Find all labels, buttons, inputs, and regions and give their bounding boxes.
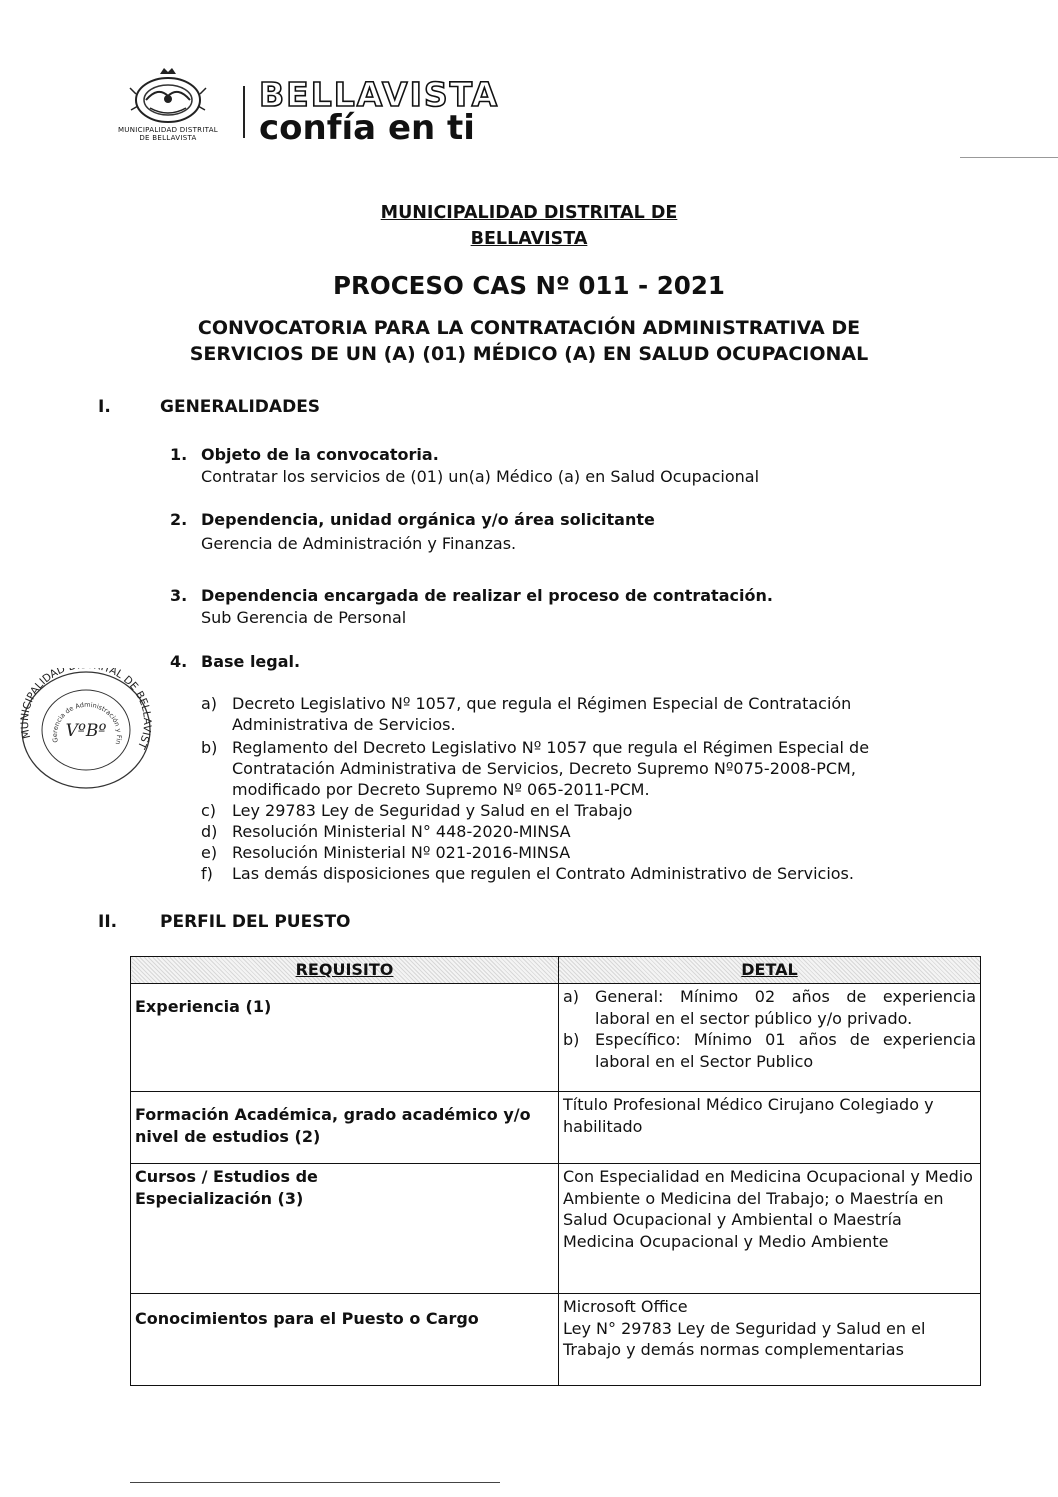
- item-2-body: Gerencia de Administración y Finanzas.: [201, 534, 517, 553]
- seal-caption: [98, 126, 238, 142]
- legal-letter: e): [201, 843, 218, 862]
- legal-letter: c): [201, 801, 217, 820]
- seal-caption-line-2: DE BELLAVISTA: [139, 134, 197, 142]
- item-4-title: Base legal.: [201, 652, 301, 671]
- detail-list-letter: a): [563, 987, 580, 1006]
- detail-list-letter: b): [563, 1030, 580, 1049]
- item-1-title: Objeto de la convocatoria.: [201, 445, 439, 464]
- svg-text:VºBº: VºBº: [65, 721, 107, 741]
- legal-line: Ley 29783 Ley de Seguridad y Salud en el Trabajo: [232, 801, 633, 820]
- legal-item-b: [201, 737, 961, 800]
- requisito-cell: Formación Académica, grado académico y/o nivel de estudios (2): [131, 1092, 559, 1164]
- approval-stamp: [16, 668, 156, 790]
- seal-caption-line-1: MUNICIPALIDAD DISTRITAL: [117, 126, 219, 134]
- detail-cell: [559, 1294, 981, 1386]
- footer-rule: [130, 1482, 500, 1483]
- column-header: DETAL: [559, 957, 981, 984]
- item-3-body: Sub Gerencia de Personal: [201, 608, 407, 627]
- item-3-title: Dependencia encargada de realizar el proceso de contratación.: [201, 586, 773, 605]
- legal-item-a: [201, 693, 961, 735]
- convocatoria-line-1: CONVOCATORIA PARA LA CONTRATACIÓN ADMINISTRATIVA DE: [197, 317, 861, 339]
- legal-line: Resolución Ministerial Nº 021-2016-MINSA: [232, 843, 571, 862]
- legal-line: modificado por Decreto Supremo Nº 065-2011-PCM.: [232, 780, 650, 799]
- legal-line: Resolución Ministerial N° 448-2020-MINSA: [232, 822, 571, 841]
- legal-item-d: [201, 821, 961, 842]
- table-row: [131, 984, 981, 1092]
- legal-letter: f): [201, 864, 213, 883]
- item-1-body: Contratar los servicios de (01) un(a) Médico (a) en Salud Ocupacional: [201, 467, 760, 486]
- legal-item-e: [201, 842, 961, 863]
- legal-line: Decreto Legislativo Nº 1057, que regula el Régimen Especial de Contratación: [232, 694, 852, 713]
- requisito-cell: Experiencia (1): [131, 984, 559, 1092]
- brand-slogan: confía en ti: [259, 108, 475, 148]
- table-header-row: [131, 957, 981, 984]
- legal-line: Las demás disposiciones que regulen el Contrato Administrativo de Servicios.: [232, 864, 854, 883]
- section-1-number: I.: [98, 397, 111, 417]
- detail-cell: Título Profesional Médico Cirujano Colegiado y habilitado: [559, 1092, 981, 1164]
- requisito-cell: Cursos / Estudios de Especialización (3): [131, 1164, 559, 1294]
- detail-list-item: [563, 1029, 976, 1072]
- legal-line: Reglamento del Decreto Legislativo Nº 1057 que regula el Régimen Especial de: [232, 738, 870, 757]
- legal-line: Administrativa de Servicios.: [232, 715, 456, 734]
- org-title-line-2: BELLAVISTA: [470, 229, 588, 249]
- brand-name: BELLAVISTA: [259, 75, 500, 114]
- requisito-cell: Conocimientos para el Puesto o Cargo: [131, 1294, 559, 1386]
- detail-cell: [559, 984, 981, 1092]
- process-title: PROCESO CAS Nº 011 - 2021: [333, 271, 725, 300]
- org-title-line-1: MUNICIPALIDAD DISTRITAL DE: [380, 203, 678, 223]
- table-row: [131, 1092, 981, 1164]
- detail-line: Microsoft Office: [563, 1297, 688, 1316]
- legal-line: Contratación Administrativa de Servicios, Decreto Supremo Nº075-2008-PCM,: [232, 759, 856, 778]
- section-2-title: PERFIL DEL PUESTO: [160, 912, 351, 932]
- detail-list-text: General: Mínimo 02 años de experiencia laboral en el sector público y/o privado.: [595, 987, 976, 1028]
- legal-letter: b): [201, 738, 218, 757]
- table-row: [131, 1294, 981, 1386]
- item-3-number: 3.: [170, 586, 188, 605]
- perfil-table: [130, 956, 980, 1390]
- column-header: REQUISITO: [131, 957, 559, 984]
- legal-letter: d): [201, 822, 218, 841]
- item-4-number: 4.: [170, 652, 188, 671]
- section-1-title: GENERALIDADES: [160, 397, 321, 417]
- section-2-number: II.: [98, 912, 118, 932]
- logo-divider: [243, 86, 245, 138]
- convocatoria-line-2: SERVICIOS DE UN (A) (01) MÉDICO (A) EN SALUD OCUPACIONAL: [189, 343, 869, 365]
- detail-cell: Con Especialidad en Medicina Ocupacional y Medio Ambiente o Medicina del Trabajo; o Maestría en Salud Ocupacional y Ambiental o Maestría Medicina Ocupacional y Medio Ambiente: [559, 1164, 981, 1294]
- svg-text:Gerencia de Administración y F: Gerencia de Administración y Fin: [50, 700, 124, 746]
- legal-item-f: [201, 863, 961, 884]
- detail-line: Ley N° 29783 Ley de Seguridad y Salud en el Trabajo y demás normas complementarias: [563, 1318, 926, 1359]
- detail-list-item: [563, 986, 976, 1029]
- detail-list-text: Específico: Mínimo 01 años de experiencia laboral en el Sector Publico: [595, 1030, 976, 1071]
- item-2-number: 2.: [170, 510, 188, 529]
- item-2-title: Dependencia, unidad orgánica y/o área solicitante: [201, 510, 655, 529]
- legal-letter: a): [201, 694, 218, 713]
- header-rule: [960, 157, 1058, 158]
- svg-text:MUNICIPALIDAD DISTRITAL DE BEL: MUNICIPALIDAD TAL DE BELLAVIST: [18, 668, 154, 750]
- item-1-number: 1.: [170, 445, 188, 464]
- legal-item-c: [201, 800, 961, 821]
- table-row: [131, 1164, 981, 1294]
